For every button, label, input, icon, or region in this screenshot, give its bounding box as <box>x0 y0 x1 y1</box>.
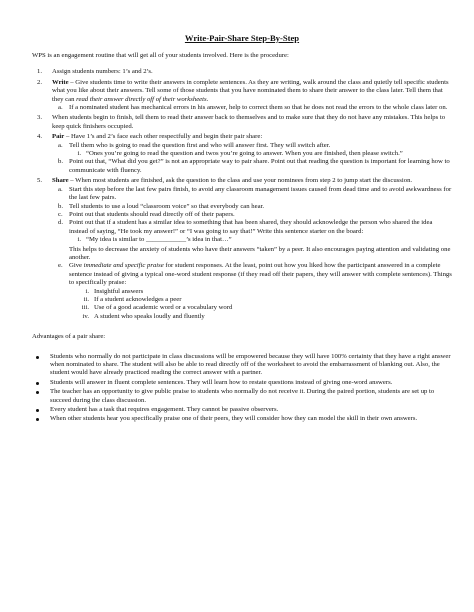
step-item <box>32 68 452 76</box>
bullet-icon <box>36 356 39 359</box>
roman-text: “Ones you’re going to read the question and twos you’re going to answer. When you are finished, then please switch.” <box>86 150 403 158</box>
step-text: – Give students time to write their answers in complete sentences. As they are writing, walk around the class and quietly tell specific students what you like about their answers. Tell some of those students that you have nominated them to share their answer to the class later. Tell them that they can <box>52 78 449 103</box>
sub-letter: b. <box>58 158 64 166</box>
advantage-item <box>32 379 452 387</box>
sub-text: Point out that, “What did you get?” is not an appropriate way to pair share. Point out that reading the question is important for learning how to communicate with fluency. <box>69 158 450 174</box>
sub-list <box>52 104 452 112</box>
procedure-steps <box>32 68 452 321</box>
sub-letter: b. <box>58 202 64 210</box>
sub-letter: d. <box>58 219 64 227</box>
step-keyword: Write <box>52 78 69 86</box>
bullet-icon <box>36 391 39 394</box>
advantages-list <box>32 353 452 424</box>
step-number: 3. <box>37 114 43 122</box>
advantage-item <box>32 353 452 378</box>
step-text: – Have 1’s and 2’s face each other respectfully and begin their pair share: <box>64 133 263 141</box>
praise-text: Use of a good academic word or a vocabulary word <box>94 304 233 312</box>
step-text-tail: . <box>206 95 209 103</box>
advantage-item <box>32 388 452 405</box>
advantage-text: When other students hear you specifically praise one of their peers, they will consider how they can model the skill in their own answers. <box>50 415 418 423</box>
sub-list <box>52 186 452 322</box>
praise-number: iv. <box>82 312 89 320</box>
sub-item <box>52 203 452 211</box>
sub-item <box>52 158 452 175</box>
praise-text: Insightful answers <box>94 287 144 295</box>
sub-letter: a. <box>58 141 63 149</box>
step-item <box>32 79 452 113</box>
roman-list <box>69 150 452 158</box>
roman-text: “My idea is similar to ____________’s idea in that…” <box>86 236 232 244</box>
bullet-icon <box>36 418 39 421</box>
praise-text: If a student acknowledges a peer <box>94 295 182 303</box>
sub-text: for student responses. At the least, point out how you liked how the participant answered in a complete sentence instead of giving a typical one-word student response (if they read off their papers, they will answer with complete sentences). Things to specifically praise: <box>69 262 452 287</box>
sub-item <box>52 262 452 321</box>
sub-text: If a nominated student has mechanical errors in his answer, help to correct them so that he does not read the errors to the whole class later on. <box>69 104 448 112</box>
bullet-icon <box>36 409 39 412</box>
sub-text-pre: Give <box>69 262 84 270</box>
praise-number: i. <box>85 287 89 295</box>
step-number: 4. <box>37 133 43 141</box>
step-text: Assign students numbers: 1’s and 2’s. <box>52 68 153 76</box>
sub-letter: a. <box>58 185 63 193</box>
roman-number: i. <box>77 236 81 244</box>
praise-item <box>69 313 452 321</box>
sub-letter: c. <box>58 210 63 218</box>
sub-text: Tell students to use a loud “classroom voice” so that everybody can hear. <box>69 202 265 210</box>
sub-text: Start this step before the last few pairs finish, to avoid any classroom management issues caused from dead time and to avoid awkwardness for the last few pairs. <box>69 185 452 202</box>
step-item <box>32 133 452 175</box>
step-item <box>32 114 452 131</box>
roman-item <box>69 150 452 158</box>
advantage-item <box>32 406 452 414</box>
advantages-heading: Advantages of a pair share: <box>32 333 106 341</box>
advantage-text: Students who normally do not participate in class discussions will be empowered because they will have 100% certainty that they have a right answer when nominated to share. The student will also be able to read directly off of the worksheet to avoid the embarrassment of blanking out. Also, the student would have already practiced reading the correct answer with a partner. <box>50 352 451 377</box>
step-number: 2. <box>37 78 43 86</box>
roman-item <box>69 236 452 244</box>
page-title: Write-Pair-Share Step-By-Step <box>184 33 300 43</box>
sub-letter: a. <box>58 104 63 112</box>
step-emphasis: read their answer directly off of their worksheets <box>76 95 207 103</box>
bullet-icon <box>36 382 39 385</box>
step-keyword: Pair <box>52 133 65 141</box>
sub-item <box>52 219 452 262</box>
praise-item <box>69 296 452 304</box>
sub-letter: e. <box>58 262 63 270</box>
praise-item <box>69 304 452 312</box>
step-number: 5. <box>37 177 43 185</box>
praise-number: iii. <box>81 304 89 312</box>
sub-note: This helps to decrease the anxiety of students who have their answers “taken” by a peer. It also encourages paying attention and validating one another. <box>69 245 451 261</box>
sub-text: Point out that students should read directly off of their papers. <box>69 210 235 218</box>
roman-list <box>69 236 452 244</box>
sub-emphasis: immediate and specific praise <box>83 262 164 270</box>
intro-text: WPS is an engagement routine that will get all of your students involved. Here is the procedure: <box>32 52 289 59</box>
step-text: – When most students are finished, ask the question to the class and use your nominees from step 2 to jump start the discussion. <box>68 177 413 185</box>
sub-item <box>52 186 452 203</box>
step-number: 1. <box>37 68 43 76</box>
sub-item <box>52 211 452 219</box>
advantage-item <box>32 415 452 423</box>
roman-number: i. <box>77 150 81 158</box>
step-item <box>32 177 452 321</box>
step-keyword: Share <box>52 177 69 185</box>
sub-list <box>52 142 452 176</box>
sub-item <box>52 142 452 159</box>
sub-item <box>52 104 452 112</box>
advantage-text: Every student has a task that requires engagement. They cannot be passive observers. <box>50 406 279 414</box>
praise-item <box>69 288 452 296</box>
praise-text: A student who speaks loudly and fluently <box>94 312 205 320</box>
advantage-text: The teacher has an opportunity to give public praise to students who normally do not receive it. During the paired portion, students are set up to succeed during the class discussion. <box>50 388 435 404</box>
praise-number: ii. <box>83 295 89 303</box>
step-text: When students begin to finish, tell them to read their answer back to themselves and to make sure that they do not have any mistakes. This helps to keep quick finishers occupied. <box>52 114 446 130</box>
sub-text: Point out that if a student has a similar idea to something that has been shared, they should acknowledge the person who shared the idea instead of saying, “He took my answer!” or “I was going to say that!” Write this sentence starter on the board: <box>69 219 433 235</box>
praise-list <box>69 288 452 322</box>
sub-text: Tell them who is going to read the question first and who will answer first. They will switch after. <box>69 141 331 149</box>
advantage-text: Students will answer in fluent complete sentences. They will learn how to restate questions instead of giving one-word answers. <box>50 378 393 386</box>
